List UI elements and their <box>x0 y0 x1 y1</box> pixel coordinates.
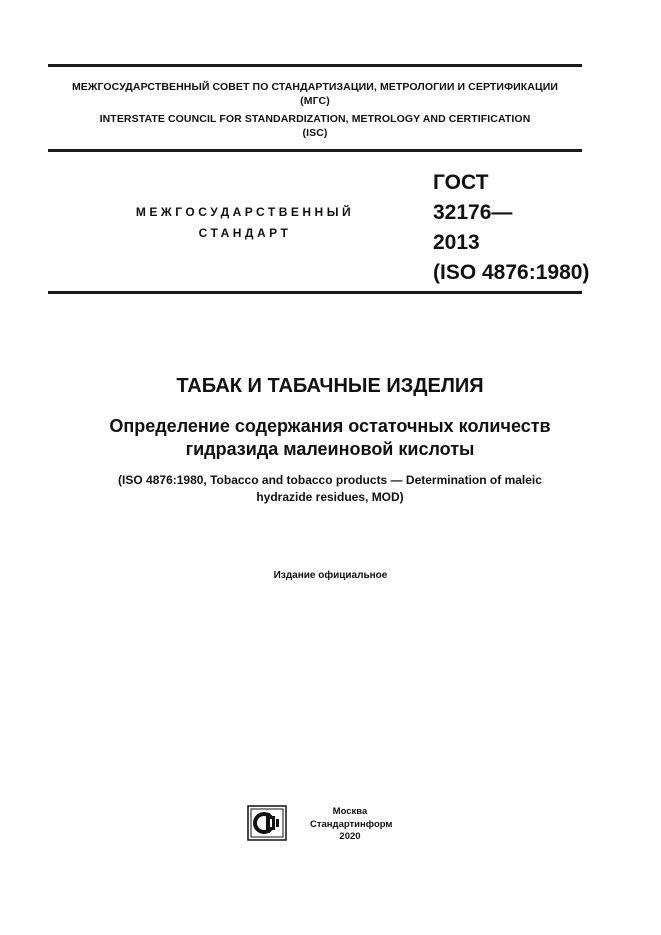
document-subtitle-line1: Определение содержания остаточных количеств <box>109 416 551 436</box>
publisher-year: 2020 <box>339 831 361 842</box>
document-subtitle <box>30 415 630 461</box>
council-name-ru <box>48 80 582 108</box>
council-abbr-en: (ISC) <box>302 127 328 139</box>
edition-note: Издание официальное <box>273 570 388 581</box>
document-subtitle-line2: гидразида малеиновой кислоты <box>185 439 475 459</box>
gost-year: 2013 <box>433 231 480 254</box>
publisher-info <box>310 806 393 844</box>
council-abbr-ru: (МГС) <box>300 95 330 107</box>
gost-number: 32176— <box>433 201 513 224</box>
publisher-city: Москва <box>332 806 368 817</box>
council-name-en-text: INTERSTATE COUNCIL FOR STANDARDIZATION, METROLOGY AND CERTIFICATION <box>99 113 531 125</box>
designation-rule <box>48 291 582 294</box>
iso-reference: (ISO 4876:1980) <box>433 261 590 284</box>
publisher-name: Стандартинформ <box>310 818 393 830</box>
gost-label: ГОСТ <box>433 171 489 194</box>
standartinform-logo-icon <box>247 805 287 841</box>
standard-kind-line1: МЕЖГОСУДАРСТВЕННЫЙ <box>135 205 355 219</box>
gost-designation <box>433 168 593 288</box>
standard-kind-line2: СТАНДАРТ <box>198 226 292 240</box>
top-rule <box>48 64 582 67</box>
document-title: ТАБАК И ТАБАЧНЫЕ ИЗДЕЛИЯ <box>176 375 484 397</box>
header-rule <box>48 149 582 152</box>
standard-kind <box>95 202 395 244</box>
council-name-en <box>48 112 582 140</box>
council-name-ru-text: МЕЖГОСУДАРСТВЕННЫЙ СОВЕТ ПО СТАНДАРТИЗАЦИИ, МЕТРОЛОГИИ И СЕРТИФИКАЦИИ <box>71 81 559 93</box>
iso-title-line1: (ISO 4876:1980, Tobacco and tobacco products — Determination of maleic <box>118 473 542 487</box>
iso-title-line2: hydrazide residues, MOD) <box>256 490 404 504</box>
iso-title <box>30 472 630 506</box>
